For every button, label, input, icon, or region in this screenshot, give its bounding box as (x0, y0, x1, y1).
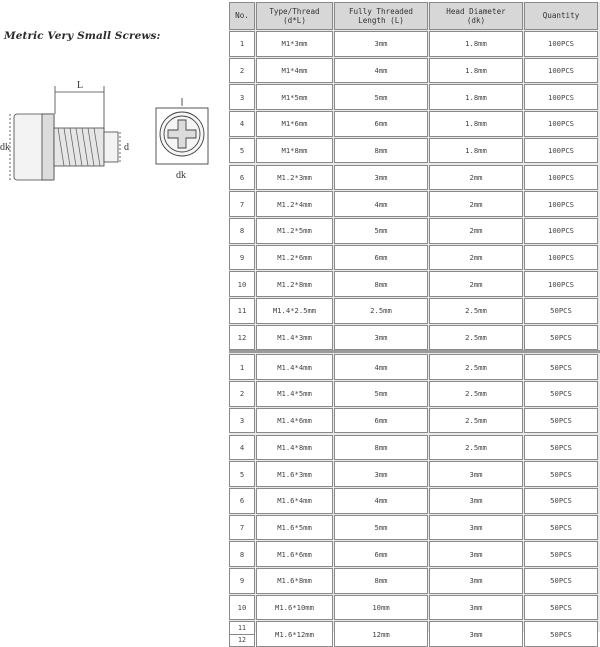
cell-no: 6 (229, 488, 255, 514)
table-row (229, 245, 600, 271)
cell-quantity: 50PCS (524, 325, 598, 351)
cell-head-diameter: 2mm (429, 271, 523, 297)
table-row (229, 408, 600, 434)
cell-quantity: 50PCS (524, 541, 598, 567)
cell-thread-length: 4mm (334, 191, 428, 217)
cell-thread-length: 4mm (334, 58, 428, 84)
table-row (229, 165, 600, 191)
cell-quantity: 50PCS (524, 568, 598, 594)
cell-head-diameter: 3mm (429, 568, 523, 594)
cell-head-diameter: 3mm (429, 621, 523, 647)
cell-quantity: 50PCS (524, 298, 598, 324)
cell-no: 7 (229, 515, 255, 541)
cell-type-thread: M1.2*5mm (256, 218, 333, 244)
cell-thread-length: 10mm (334, 595, 428, 621)
cell-type-thread: M1.4*5mm (256, 381, 333, 407)
header-thread-length: Fully Threaded Length (L) (334, 2, 428, 30)
cell-thread-length: 3mm (334, 461, 428, 487)
cell-thread-length: 2.5mm (334, 298, 428, 324)
cell-head-diameter: 3mm (429, 461, 523, 487)
cell-quantity: 50PCS (524, 354, 598, 380)
cell-thread-length: 4mm (334, 354, 428, 380)
cell-head-diameter: 2mm (429, 245, 523, 271)
cell-quantity: 100PCS (524, 218, 598, 244)
group-divider (229, 350, 600, 353)
length-label: L (77, 80, 84, 91)
cell-head-diameter: 2mm (429, 165, 523, 191)
cell-quantity: 100PCS (524, 165, 598, 191)
cell-head-diameter: 1.8mm (429, 58, 523, 84)
table-row (229, 31, 600, 57)
diameter-label: d (124, 142, 129, 153)
cell-type-thread: M1.4*4mm (256, 354, 333, 380)
table-row (229, 58, 600, 84)
cell-head-diameter: 3mm (429, 541, 523, 567)
cell-no: 9 (229, 245, 255, 271)
cell-no: 12 (229, 325, 255, 351)
cell-head-diameter: 2.5mm (429, 354, 523, 380)
table-row (229, 111, 600, 137)
cell-quantity: 100PCS (524, 58, 598, 84)
cell-thread-length: 3mm (334, 165, 428, 191)
cell-head-diameter: 2mm (429, 218, 523, 244)
cell-type-thread: M1.6*3mm (256, 461, 333, 487)
cell-thread-length: 3mm (334, 325, 428, 351)
cell-thread-length: 6mm (334, 111, 428, 137)
cell-thread-length: 5mm (334, 84, 428, 110)
cell-head-diameter: 2.5mm (429, 408, 523, 434)
cell-head-diameter: 3mm (429, 595, 523, 621)
cell-head-diameter: 3mm (429, 488, 523, 514)
cell-thread-length: 5mm (334, 218, 428, 244)
cell-no: 11 (229, 298, 255, 324)
cell-thread-length: 8mm (334, 568, 428, 594)
cell-quantity: 50PCS (524, 408, 598, 434)
table-row (229, 271, 600, 297)
table-row (229, 621, 600, 647)
cell-no: 4 (229, 111, 255, 137)
cell-quantity: 100PCS (524, 138, 598, 164)
cell-type-thread: M1.4*2.5mm (256, 298, 333, 324)
cell-thread-length: 5mm (334, 381, 428, 407)
cell-quantity: 100PCS (524, 271, 598, 297)
cell-head-diameter: 1.8mm (429, 111, 523, 137)
cell-type-thread: M1.4*3mm (256, 325, 333, 351)
table-row (229, 298, 600, 324)
cell-quantity: 50PCS (524, 381, 598, 407)
table-row (229, 568, 600, 594)
table-row (229, 191, 600, 217)
table-row (229, 541, 600, 567)
page-title: Metric Very Small Screws: (4, 30, 161, 42)
cell-no: 9 (229, 568, 255, 594)
cell-no: 4 (229, 435, 255, 461)
cell-type-thread: M1.6*4mm (256, 488, 333, 514)
cell-type-thread: M1.2*3mm (256, 165, 333, 191)
cell-quantity: 50PCS (524, 515, 598, 541)
header-head-diameter: Head Diameter (dk) (429, 2, 523, 30)
table-row (229, 138, 600, 164)
cell-head-diameter: 2.5mm (429, 381, 523, 407)
table-row (229, 325, 600, 351)
cell-head-diameter: 1.8mm (429, 84, 523, 110)
cell-quantity: 50PCS (524, 488, 598, 514)
screw-spec-table (229, 2, 600, 645)
header-type-thread: Type/Thread (d*L) (256, 2, 333, 30)
cell-quantity: 100PCS (524, 245, 598, 271)
cell-thread-length: 6mm (334, 408, 428, 434)
cell-no: 5 (229, 138, 255, 164)
table-row (229, 461, 600, 487)
screw-diagram (0, 70, 228, 190)
cell-thread-length: 8mm (334, 138, 428, 164)
cell-type-thread: M1.2*6mm (256, 245, 333, 271)
cell-type-thread: M1.2*8mm (256, 271, 333, 297)
table-row (229, 381, 600, 407)
cell-type-thread: M1*4mm (256, 58, 333, 84)
cell-type-thread: M1.6*12mm (256, 621, 333, 647)
cell-no: 2 (229, 58, 255, 84)
cell-no: 1 (229, 354, 255, 380)
cell-type-thread: M1*3mm (256, 31, 333, 57)
cell-thread-length: 8mm (334, 271, 428, 297)
cell-thread-length: 12mm (334, 621, 428, 647)
cell-quantity: 50PCS (524, 621, 598, 647)
table-row (229, 595, 600, 621)
cell-no-part: 12 (230, 634, 254, 646)
cell-thread-length: 5mm (334, 515, 428, 541)
cell-no: 3 (229, 84, 255, 110)
top-head-diameter-label: dk (176, 170, 186, 181)
cell-no: 8 (229, 541, 255, 567)
cell-thread-length: 8mm (334, 435, 428, 461)
cell-no: 10 (229, 271, 255, 297)
cell-type-thread: M1.6*10mm (256, 595, 333, 621)
cell-type-thread: M1.4*6mm (256, 408, 333, 434)
cell-type-thread: M1.6*5mm (256, 515, 333, 541)
cell-head-diameter: 2.5mm (429, 298, 523, 324)
screw-side-view (10, 86, 120, 180)
cell-head-diameter: 2mm (429, 191, 523, 217)
table-row (229, 84, 600, 110)
cell-quantity: 100PCS (524, 31, 598, 57)
table-row (229, 515, 600, 541)
cell-head-diameter: 2.5mm (429, 325, 523, 351)
cell-type-thread: M1.4*8mm (256, 435, 333, 461)
cell-no: 1 (229, 31, 255, 57)
cell-type-thread: M1*6mm (256, 111, 333, 137)
cell-quantity: 100PCS (524, 84, 598, 110)
cell-no: 8 (229, 218, 255, 244)
cell-no-part: 11 (238, 623, 246, 632)
cell-no: 10 (229, 595, 255, 621)
cell-type-thread: M1*8mm (256, 138, 333, 164)
cell-quantity: 100PCS (524, 191, 598, 217)
header-quantity: Quantity (524, 2, 598, 30)
cell-no: 5 (229, 461, 255, 487)
cell-thread-length: 3mm (334, 31, 428, 57)
cell-head-diameter: 1.8mm (429, 31, 523, 57)
cell-quantity: 50PCS (524, 435, 598, 461)
table-row (229, 488, 600, 514)
header-no: No. (229, 2, 255, 30)
cell-no (229, 621, 255, 647)
cell-thread-length: 4mm (334, 488, 428, 514)
cell-thread-length: 6mm (334, 245, 428, 271)
cell-quantity: 50PCS (524, 461, 598, 487)
table-header-row (229, 2, 600, 30)
head-diameter-label: dk (0, 142, 10, 153)
table-row (229, 354, 600, 380)
cell-type-thread: M1.6*6mm (256, 541, 333, 567)
cell-no: 6 (229, 165, 255, 191)
cell-type-thread: M1.2*4mm (256, 191, 333, 217)
cell-no: 3 (229, 408, 255, 434)
cell-head-diameter: 1.8mm (429, 138, 523, 164)
cell-type-thread: M1*5mm (256, 84, 333, 110)
cell-head-diameter: 3mm (429, 515, 523, 541)
cell-head-diameter: 2.5mm (429, 435, 523, 461)
cell-no: 7 (229, 191, 255, 217)
cell-no: 2 (229, 381, 255, 407)
cell-type-thread: M1.6*8mm (256, 568, 333, 594)
cell-thread-length: 6mm (334, 541, 428, 567)
screw-head-top-view (156, 98, 208, 164)
cell-quantity: 100PCS (524, 111, 598, 137)
table-row (229, 218, 600, 244)
table-row (229, 435, 600, 461)
cell-quantity: 50PCS (524, 595, 598, 621)
